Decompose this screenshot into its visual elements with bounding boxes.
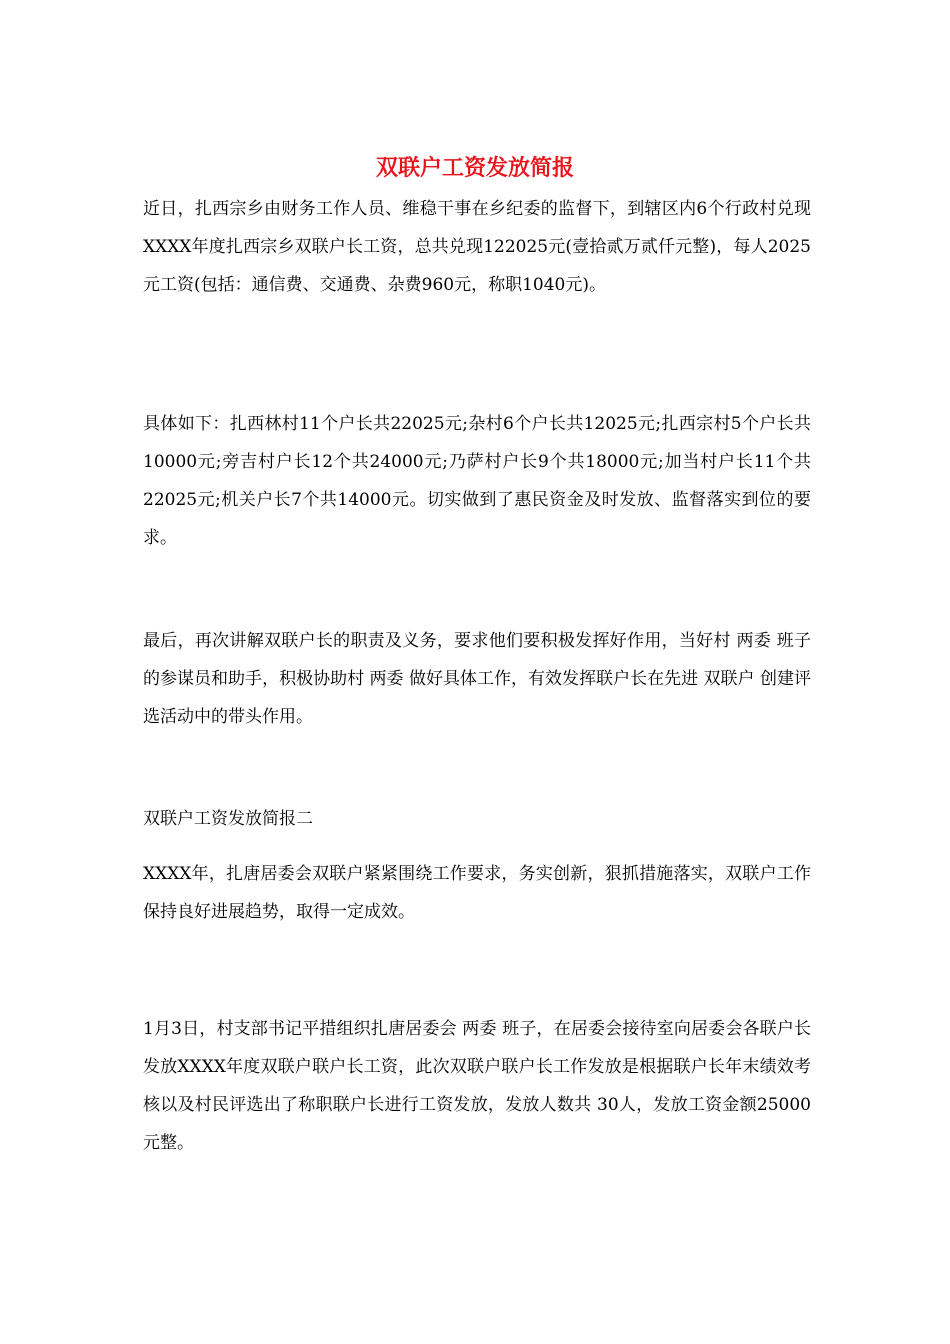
paragraph-payment: 1月3日，村支部书记平措组织扎唐居委会 两委 班子，在居委会接待室向居委会各联户长发放XXXX年度双联户联户长工资，此次双联户联户长工作发放是根据联户长年末绩效考核以及村民评选出了称职联户长进行工资发放，发放人数共 30人，发放工资金额25000元整。 xyxy=(143,1019,811,1153)
paragraph-duties: 最后，再次讲解双联户长的职责及义务，要求他们要积极发挥好作用，当好村 两委 班子的参谋员和助手，积极协助村 两委 做好具体工作，有效发挥联户长在先进 双联户 创建评选活动中的带头作用。 xyxy=(143,631,811,727)
document-title: 双联户工资发放简报 xyxy=(375,155,574,181)
paragraph-summary: XXXX年，扎唐居委会双联户紧紧围绕工作要求，务实创新，狠抓措施落实，双联户工作保持良好进展趋势，取得一定成效。 xyxy=(143,864,811,922)
paragraph-intro: 近日，扎西宗乡由财务工作人员、维稳干事在乡纪委的监督下，到辖区内6个行政村兑现XXXX年度扎西宗乡双联户长工资，总共兑现122025元(壹拾贰万贰仟元整)，每人2025元工资(包括：通信费、交通费、杂费960元，称职1040元)。 xyxy=(143,199,811,295)
section-heading-two: 双联户工资发放简报二 xyxy=(143,809,313,829)
paragraph-details: 具体如下：扎西林村11个户长共22025元;杂村6个户长共12025元;扎西宗村5个户长共10000元;旁吉村户长12个共24000元;乃萨村户长9个共18000元;加当村户长11个共22025元;机关户长7个共14000元。切实做到了惠民资金及时发放、监督落实到位的要求。 xyxy=(143,414,811,548)
